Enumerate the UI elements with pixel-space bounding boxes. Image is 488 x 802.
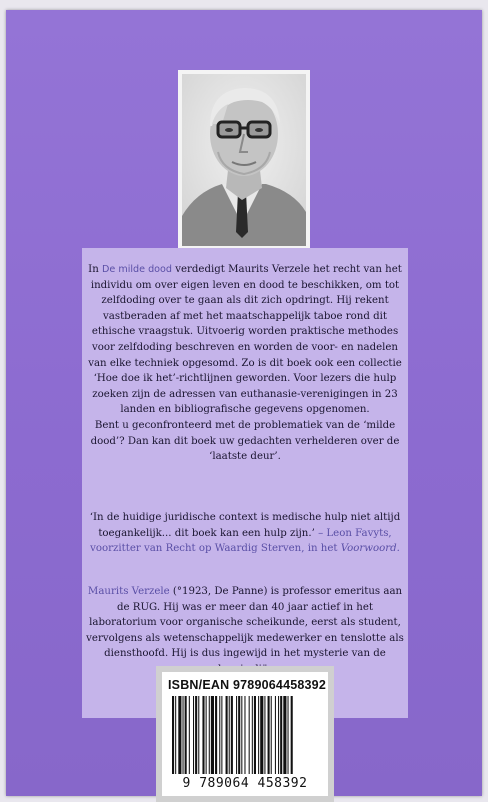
barcode-bar: [193, 696, 194, 774]
barcode-bar: [241, 696, 242, 774]
barcode-bar: [268, 696, 270, 774]
barcode-bar: [221, 696, 222, 774]
barcode-bar: [229, 696, 230, 774]
barcode-bar: [271, 696, 272, 774]
author-bio: [82, 584, 408, 678]
barcode-bar: [264, 696, 265, 774]
barcode-bar: [258, 696, 259, 774]
author-portrait-image: [182, 74, 306, 246]
barcode-label: [162, 672, 328, 796]
bio-text: (°1923, De Panne) is professor emeritus aan de RUG. Hij was er meer dan 40 jaar actief in het laboratorium voor organische scheikunde, eerst als student, vervolgens als wetenschappelijk medewerker en tenslotte als diensthoofd. Hij is dus ingewijd in het mysterie van de: [86, 586, 404, 660]
barcode-bar: [198, 696, 199, 774]
isbn-label: ISBN/EAN 9789064458392: [168, 678, 326, 692]
blurb-paragraph-2: Bent u geconfronteerd met de problematiek van de ‘milde dood’? Dan kan dit boek uw gedachten verhelderen over de ‘laatste deur’.: [90, 419, 400, 463]
author-photo-frame: [178, 70, 310, 250]
barcode-bar: [236, 696, 237, 774]
quote-end: .: [396, 543, 400, 555]
barcode-bar: [215, 696, 217, 774]
barcode-sticker: [156, 666, 334, 802]
barcode-bar: [283, 696, 286, 774]
barcode-bar: [175, 696, 176, 774]
bio-paragraph: [82, 584, 408, 678]
barcode-bar: [219, 696, 220, 774]
description-panel: [82, 248, 408, 718]
barcode-bar: [231, 696, 233, 774]
quote-attribution: – Leon Favyts, voorzitter van Recht op Waardig Sterven, in het: [90, 527, 392, 555]
barcode-bar: [185, 696, 187, 774]
author-photo: [182, 74, 306, 246]
blurb-intro-word: In: [88, 264, 99, 275]
barcode-bar: [178, 696, 181, 774]
barcode-bar: [238, 696, 240, 774]
blurb-text-1: verdedigt Maurits Verzele het recht van het individu om over eigen leven en dood te beschikken, om tot zelfdoding over te gaan als dit zich opdringt. Hij rekent vastberaden af met het maatschappelijk taboe rond dit ethische vraagstuk. Uitvoerig worden praktische methodes voor zelfdoding beschreven en worden de voor- en nadelen van elke techniek opgesomd. Zo is dit boek ook een collectie ‘Hoe doe ik het’-richtlijnen geworden. Voor lezers die hulp zoeken zijn de adressen van euthanasie-verenigingen in 23 landen en bibliografische gegevens opgenomen.: [88, 264, 402, 416]
barcode-bar: [288, 696, 289, 774]
quote-paragraph: [82, 510, 408, 557]
quote-text: ‘In de huidige juridische context is medische hulp niet altijd toegankelijk... dit boek kan een hulp zijn.’: [89, 512, 401, 539]
book-back-cover: [6, 10, 482, 796]
barcode-bar: [189, 696, 190, 774]
author-name: Maurits Verzele: [87, 586, 170, 597]
barcode-bar: [244, 696, 245, 774]
barcode-bar: [275, 696, 276, 774]
barcode-bar: [226, 696, 228, 774]
barcode-bar: [291, 696, 293, 774]
barcode-bar: [183, 696, 184, 774]
barcode-bar: [260, 696, 263, 774]
barcode-bar: [209, 696, 210, 774]
quote-source: Voorwoord: [340, 543, 397, 555]
blurb-paragraph-1: [82, 262, 408, 418]
barcode-bar: [172, 696, 174, 774]
barcode-bar: [202, 696, 204, 774]
barcode-bar: [249, 696, 250, 774]
barcode-bar: [211, 696, 214, 774]
book-title-inline: De milde dood: [102, 264, 172, 275]
barcode-bar: [254, 696, 256, 774]
barcode-bar: [280, 696, 282, 774]
barcode-bar: [278, 696, 279, 774]
isbn-digits: 9 789064 458392: [182, 776, 308, 791]
book-blurb: [82, 262, 408, 465]
barcode-bar: [206, 696, 207, 774]
foreword-quote: [82, 510, 408, 557]
barcode-bar: [252, 696, 253, 774]
barcode-bar: [195, 696, 197, 774]
